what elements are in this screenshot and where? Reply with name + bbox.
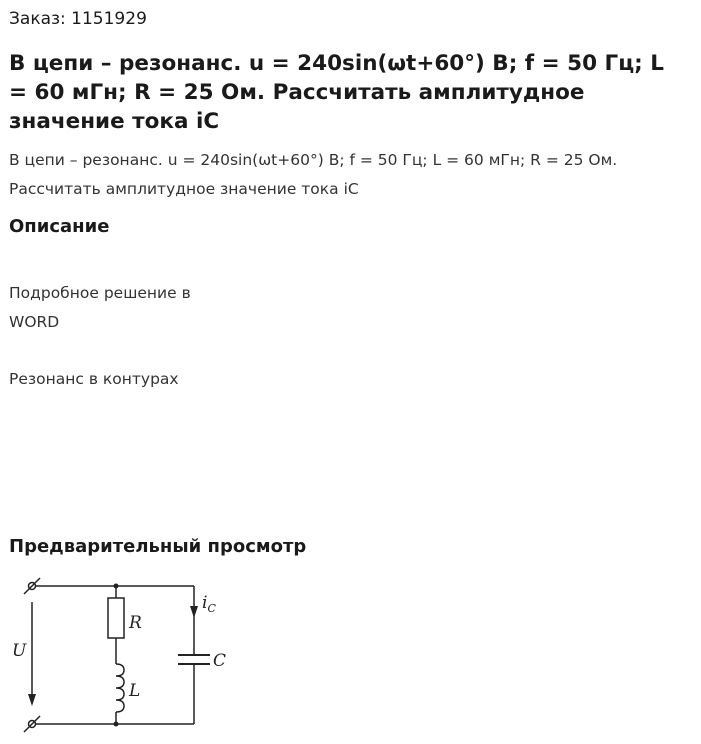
voltage-arrow-head [28,694,36,706]
description-heading: Описание [9,216,110,237]
description-line-2: WORD [9,313,60,331]
inductor-label: L [129,681,141,701]
voltage-label: U [12,641,27,661]
description-line-1: Подробное решение в [9,284,191,302]
preview-heading: Предварительный просмотр [9,536,307,557]
page-title: В цепи – резонанс. u = 240sin(ωt+60°) В; f = 50 Гц; L = 60 мГн; R = 25 Ом. Рассчитать амплитудное значение тока iC [9,51,664,134]
capacitor-label: C [213,651,227,671]
resistor [108,598,124,638]
page-subtitle: В цепи – резонанс. u = 240sin(ωt+60°) В; f = 50 Гц; L = 60 мГн; R = 25 Ом. Рассчитать амплитудное значение тока iC [9,151,618,198]
resistor-label: R [129,613,142,633]
circuit-diagram [0,572,260,744]
current-arrow-head [190,606,198,618]
current-label: $i_C$ [202,593,216,615]
inductor [116,664,124,712]
description-line-3: Резонанс в контурах [9,370,179,388]
order-number: Заказ: 1151929 [9,9,147,29]
